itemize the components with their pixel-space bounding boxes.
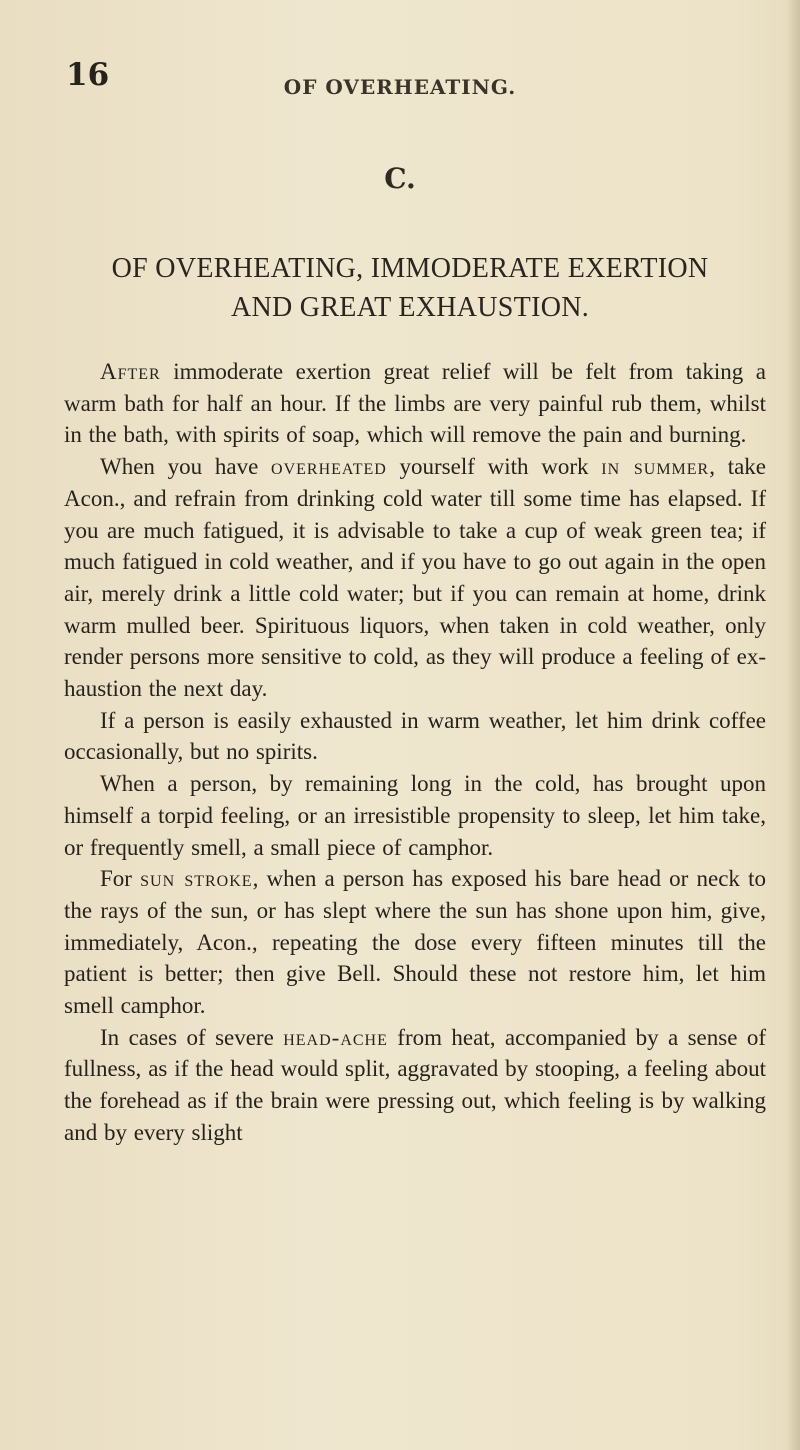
section-title-line-2: AND GREAT EXHAUSTION. [230,292,590,323]
paragraph-text: , when a person has exposed his bare head or neck to the rays of the sun, or has slept where the sun has shone upon him, give, immediately, Acon., repeating the dose every fifteen minutes till the patient is better; then give Bell. Should these not restore him, let him smell camphor. [64,866,766,1019]
paragraph-text: When you have [100,454,272,480]
paragraph-head-ache [64,1022,766,1149]
paragraph-torpid-feeling: When a person, by remaining long in the cold, has brought upon himself a torpid feeling, or an irresistible propensity to sleep, let him take, or frequently smell, a small piece of camphor. [64,771,766,860]
running-title: OF OVERHEATING. [283,75,517,99]
body-text [64,356,766,1149]
small-caps-term: in summer [601,454,710,480]
paragraph-text: yourself with work [386,454,602,480]
page-edge-shadow [786,0,800,1450]
paragraph-warm-weather: If a person is easily exhausted in warm weather, let him drink coffee occasionally, but no spirits. [64,707,766,765]
small-caps-term: sun stroke [140,866,253,892]
paragraph-text: In cases of severe [100,1024,284,1050]
paragraph-overheated [64,451,766,705]
section-letter: C. [384,162,416,195]
paragraph-text: , take Acon., and refrain from drinking cold water till some time has elapsed. If you are much fatigued, it is advisable to take a cup of weak green tea; if much fatigued in cold weather, and if you have to go out again in the open air, merely drink a little cold water; but if you can remain at home, drink warm mulled beer. Spirituous liquors, when taken in cold weather, only render persons more sensitive to cold, as they will produce a feeling of exhaustion the next day. [64,454,767,702]
section-title-line-1: OF OVERHEATING, IMMODERATE EXERTION [111,253,709,284]
paragraph-lead-word: After [100,359,161,384]
paragraph-bath [64,356,766,451]
paragraph-text: from heat, accompanied by a sense of fullness, as if the head would split, aggravated by stooping, a feeling about the forehead as if the brain were pressing out, which feeling is by walking and by every slight [64,1024,766,1145]
paragraph-text: For [100,866,141,892]
small-caps-term: overheated [271,454,387,480]
paragraph-sun-stroke [64,863,766,1022]
small-caps-term: head-ache [283,1024,388,1050]
page-number: 16 [66,57,110,93]
paragraph-text: immoderate exertion great relief will be felt from taking a warm bath for half an hour. If the limbs are very painful rub them, whilst in the bath, with spirits of soap, which will remove the pain and burning. [64,359,766,448]
